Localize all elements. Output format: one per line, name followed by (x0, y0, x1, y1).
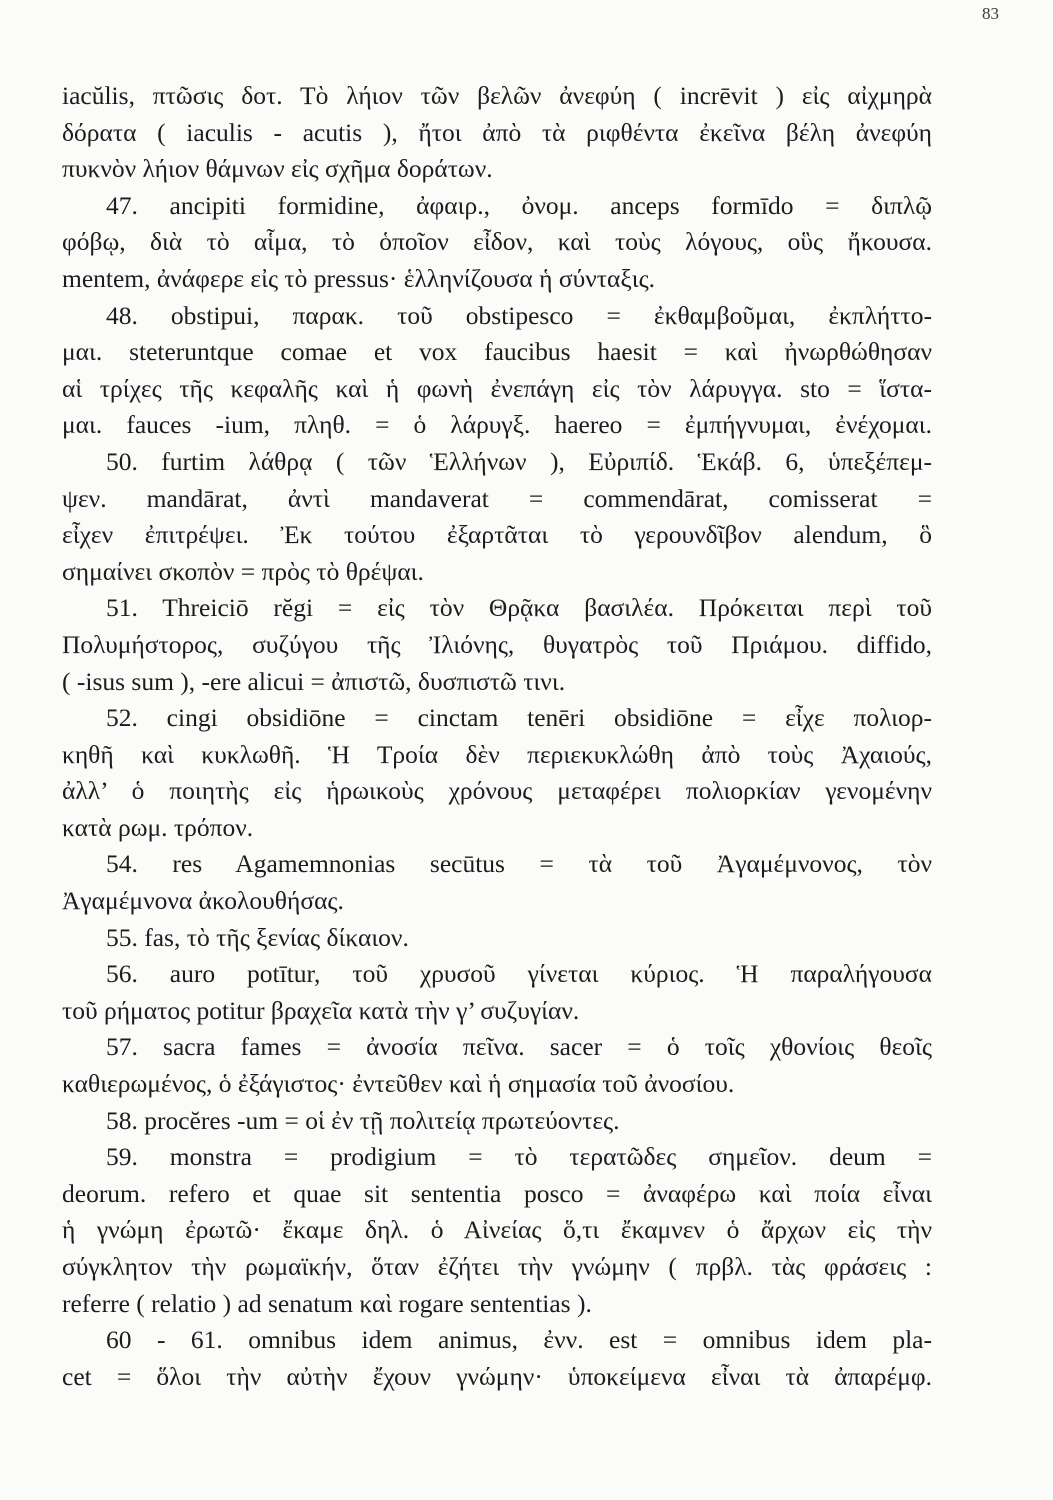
text-line: πυκνὸν λήιον θάμνων εἰς σχῆμα δοράτων. (62, 154, 493, 184)
text-line: 50. furtim λάθρᾳ ( τῶν Ἑλλήνων ), Εὐριπίδ. Ἑκάβ. 6, ὑπεξέπεμ- (106, 446, 932, 476)
text-line: 51. Threiciō rĕgi = εἰς τὸν Θρᾷκα βασιλέα. Πρόκειται περὶ τοῦ (106, 593, 932, 623)
text-line: 54. res Agamemnonias secūtus = τὰ τοῦ Ἀγαμέμνονος, τὸν (106, 849, 932, 879)
text-line: 55. fas, τὸ τῆς ξενίας δίκαιον. (106, 922, 409, 952)
text-line: ἀλλ’ ὁ ποιητὴς εἰς ἡρωικοὺς χρόνους μεταφέρει πολιορκίαν γενομένην (62, 776, 932, 806)
commentary-text (62, 78, 932, 1395)
text-line: cet = ὅλοι τὴν αὐτὴν ἔχουν γνώμην· ὑποκείμενα εἶναι τὰ ἀπαρέμφ. (62, 1361, 932, 1391)
text-line: 56. auro potītur, τοῦ χρυσοῦ γίνεται κύριος. Ἡ παραλήγουσα (106, 959, 932, 989)
text-line: σύγκλητον τὴν ρωμαϊκήν, ὅταν ἐζήτει τὴν γνώμην ( πρβλ. τὰς φράσεις : (62, 1252, 932, 1281)
text-line: κατὰ ρωμ. τρόπον. (62, 812, 254, 842)
text-line: εἶχεν ἐπιτρέψει. Ἐκ τούτου ἐξαρτᾶται τὸ γερουνδῖβον alendum, ὃ (62, 520, 932, 550)
text-line: αἱ τρίχες τῆς κεφαλῆς καὶ ἡ φωνὴ ἐνεπάγη εἰς τὸν λάρυγγα. sto = ἵστα- (62, 373, 932, 403)
text-line: φόβῳ, διὰ τὸ αἷμα, τὸ ὁποῖον εἶδον, καὶ τοὺς λόγους, οὓς ἤκουσα. (62, 227, 932, 257)
text-line: μαι. fauces -ium, πληθ. = ὁ λάρυγξ. haereo = ἐμπήγνυμαι, ἐνέχομαι. (62, 410, 932, 440)
text-line: Ἀγαμέμνονα ἀκολουθήσας. (62, 886, 344, 916)
text-line: 58. procĕres -um = οἱ ἐν τῇ πολιτείᾳ πρωτεύοντες. (106, 1105, 620, 1135)
text-line: μαι. steteruntque comae et vox faucibus haesit = καὶ ἠνωρθώθησαν (62, 337, 932, 367)
text-line: καθιερωμένος, ὁ ἐξάγιστος· ἐντεῦθεν καὶ ἡ σημασία τοῦ ἀνοσίου. (62, 1069, 735, 1099)
page-number: 83 (982, 4, 999, 23)
text-line: iacŭlis, πτῶσις δοτ. Τὸ λήιον τῶν βελῶν ἀνεφύη ( incrēvit ) εἰς αἰχμηρὰ (62, 81, 932, 110)
text-line: ἡ γνώμη ἐρωτῶ· ἔκαμε δηλ. ὁ Αἰνείας ὅ,τι ἔκαμνεν ὁ ἄρχων εἰς τὴν (62, 1215, 932, 1245)
text-line: 48. obstipui, παρακ. τοῦ obstipesco = ἐκθαμβοῦμαι, ἐκπλήττο- (106, 300, 932, 330)
text-line: referre ( relatio ) ad senatum καὶ rogare sententias ). (62, 1288, 592, 1318)
text-line: 59. monstra = prodigium = τὸ τερατῶδες σημεῖον. deum = (106, 1142, 932, 1172)
text-line: σημαίνει σκοπὸν = πρὸς τὸ θρέψαι. (62, 556, 424, 586)
text-line: 47. ancipiti formidine, ἀφαιρ., ὀνομ. anceps formīdo = διπλῷ (106, 190, 932, 220)
text-line: 57. sacra fames = ἀνοσία πεῖνα. sacer = ὁ τοῖς χθονίοις θεοῖς (106, 1032, 932, 1062)
text-line: κηθῆ καὶ κυκλωθῆ. Ἡ Τροία δὲν περιεκυκλώθη ἀπὸ τοὺς Ἀχαιούς, (62, 739, 932, 769)
text-line: ( -isus sum ), -ere alicui = ἀπιστῶ, δυσπιστῶ τινι. (62, 666, 566, 696)
text-line: Πολυμήστορος, συζύγου τῆς Ἰλιόνης, θυγατρὸς τοῦ Πριάμου. diffido, (62, 629, 932, 659)
text-line: deorum. refero et quae sit sententia posco = ἀναφέρω καὶ ποία εἶναι (62, 1178, 932, 1208)
text-line: τοῦ ρήματος potitur βραχεῖα κατὰ τὴν γ’ συζυγίαν. (62, 995, 580, 1025)
text-line: 52. cingi obsidiōne = cinctam tenēri obsidiōne = εἶχε πολιορ- (106, 703, 932, 733)
text-line: δόρατα ( iaculis - acutis ), ἤτοι ἀπὸ τὰ ριφθέντα ἐκεῖνα βέλη ἀνεφύη (62, 117, 932, 147)
text-line: ψεν. mandārat, ἀντὶ mandaverat = commendārat, comisserat = (62, 483, 932, 513)
text-line: mentem, ἀνάφερε εἰς τὸ pressus· ἑλληνίζουσα ἡ σύνταξις. (62, 263, 656, 293)
text-line: 60 - 61. omnibus idem animus, ἐνν. est = omnibus idem pla- (106, 1325, 932, 1355)
